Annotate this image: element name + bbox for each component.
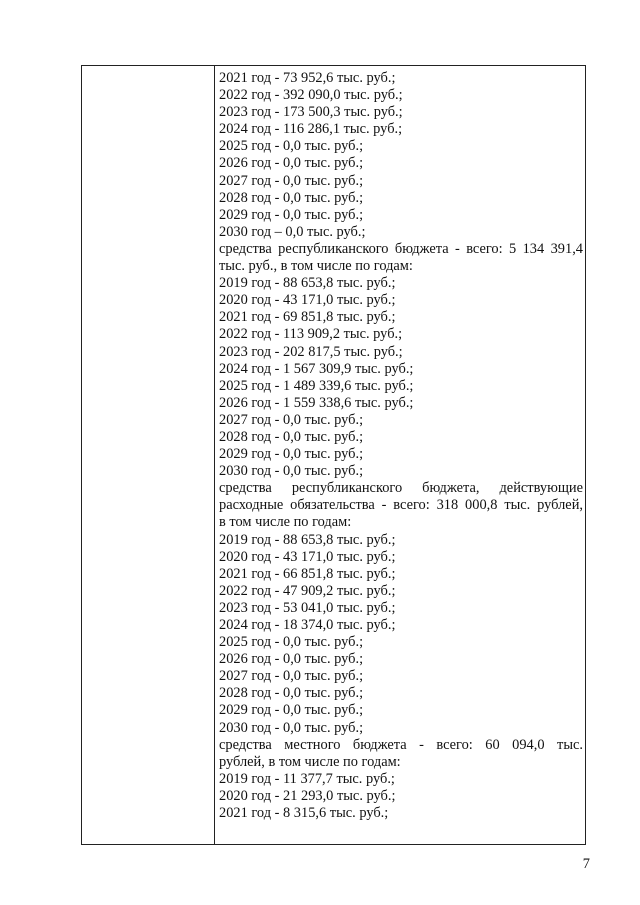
text-line: 2028 год - 0,0 тыс. руб.; bbox=[219, 189, 364, 206]
text-line: 2029 год - 0,0 тыс. руб.; bbox=[219, 446, 364, 463]
text-line: 2020 год - 43 171,0 тыс. руб.; bbox=[219, 292, 396, 309]
text-line: 2029 год - 0,0 тыс. руб.; bbox=[219, 206, 364, 223]
text-line: 2022 год - 47 909,2 тыс. руб.; bbox=[219, 582, 396, 599]
text-line: 2027 год - 0,0 тыс. руб.; bbox=[219, 668, 364, 685]
text-line: расходные обязательства - всего: 318 000,8 тыс. рублей, bbox=[219, 497, 583, 514]
text-line: в том числе по годам: bbox=[219, 514, 352, 531]
text-line: тыс. руб., в том числе по годам: bbox=[219, 258, 413, 275]
text-line: 2024 год - 18 374,0 тыс. руб.; bbox=[219, 617, 396, 633]
text-line: средства республиканского бюджета, действующие bbox=[219, 480, 583, 497]
text-line: 2023 год - 53 041,0 тыс. руб.; bbox=[219, 599, 396, 616]
text-line: 2023 год - 173 500,3 тыс. руб.; bbox=[219, 104, 403, 121]
text-line: 2020 год - 21 293,0 тыс. руб.; bbox=[219, 787, 396, 804]
text-line: 2021 год - 69 851,8 тыс. руб.; bbox=[219, 309, 396, 326]
text-line: 2019 год - 88 653,8 тыс. руб.; bbox=[219, 531, 396, 548]
text-line: средства местного бюджета - всего: 60 094,0 тыс. bbox=[219, 736, 583, 753]
table-frame bbox=[81, 65, 586, 845]
text-line: 2021 год - 8 315,6 тыс. руб.; bbox=[219, 805, 389, 822]
text-line: 2020 год - 43 171,0 тыс. руб.; bbox=[219, 548, 396, 565]
text-line: 2026 год - 1 559 338,6 тыс. руб.; bbox=[219, 394, 414, 411]
text-line: 2030 год – 0,0 тыс. руб.; bbox=[219, 223, 366, 240]
text-line: рублей, в том числе по годам: bbox=[219, 753, 401, 770]
text-line: 2028 год - 0,0 тыс. руб.; bbox=[219, 428, 364, 445]
table-left-column bbox=[82, 66, 215, 844]
text-line: 2025 год - 0,0 тыс. руб.; bbox=[219, 138, 364, 155]
table-right-column bbox=[215, 66, 585, 844]
text-line: 2022 год - 392 090,0 тыс. руб.; bbox=[219, 87, 403, 104]
text-line: 2024 год - 1 567 309,9 тыс. руб.; bbox=[219, 360, 414, 377]
text-line: 2022 год - 113 909,2 тыс. руб.; bbox=[219, 326, 403, 343]
text-line: 2027 год - 0,0 тыс. руб.; bbox=[219, 172, 364, 189]
text-line: 2026 год - 0,0 тыс. руб.; bbox=[219, 155, 364, 172]
text-line: 2019 год - 88 653,8 тыс. руб.; bbox=[219, 275, 396, 292]
text-line: 2021 год - 73 952,6 тыс. руб.; bbox=[219, 70, 396, 86]
text-line: 2027 год - 0,0 тыс. руб.; bbox=[219, 411, 364, 428]
text-line: 2028 год - 0,0 тыс. руб.; bbox=[219, 685, 364, 702]
text-line: 2030 год - 0,0 тыс. руб.; bbox=[219, 719, 364, 736]
text-line: 2019 год - 11 377,7 тыс. руб.; bbox=[219, 770, 395, 787]
text-line: 2024 год - 116 286,1 тыс. руб.; bbox=[219, 121, 403, 138]
text-line: 2023 год - 202 817,5 тыс. руб.; bbox=[219, 343, 403, 360]
page-number: 7 bbox=[582, 856, 590, 872]
text-line: 2021 год - 66 851,8 тыс. руб.; bbox=[219, 565, 396, 582]
text-line: 2026 год - 0,0 тыс. руб.; bbox=[219, 651, 364, 668]
text-line: 2029 год - 0,0 тыс. руб.; bbox=[219, 702, 364, 719]
text-line: 2025 год - 1 489 339,6 тыс. руб.; bbox=[219, 377, 414, 394]
text-line: 2025 год - 0,0 тыс. руб.; bbox=[219, 634, 364, 651]
text-line: средства республиканского бюджета - всего: 5 134 391,4 bbox=[219, 240, 583, 257]
text-line: 2030 год - 0,0 тыс. руб.; bbox=[219, 463, 364, 480]
